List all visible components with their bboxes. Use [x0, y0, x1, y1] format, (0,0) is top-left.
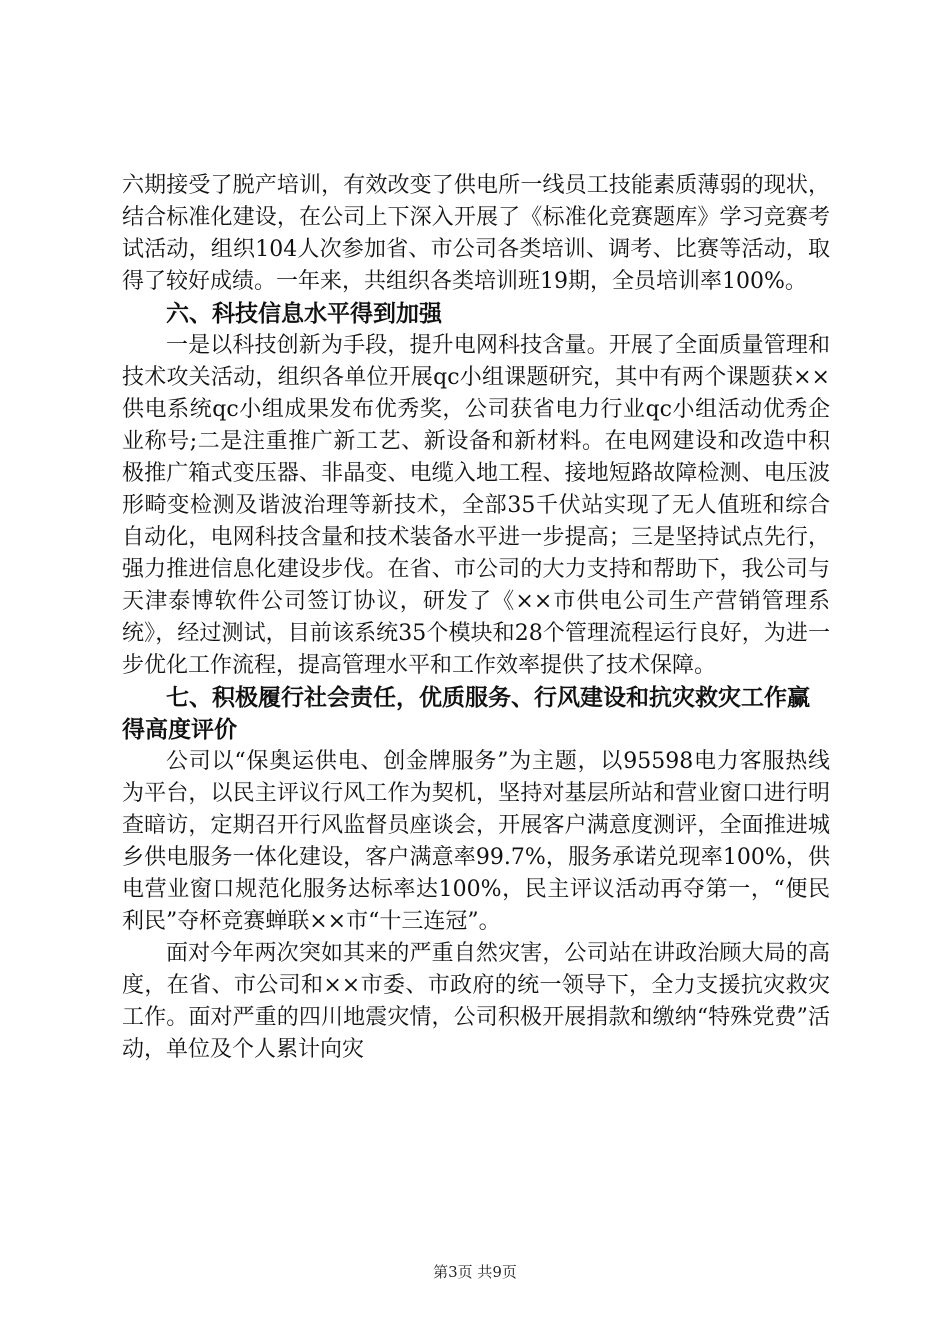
- paragraph-technology: 一是以科技创新为手段，提升电网科技含量。开展了全面质量管理和技术攻关活动，组织各单位开展qc小组课题研究，其中有两个课题获××供电系统qc小组成果发布优秀奖，公司获省电力行业qc小组活动优秀企业称号;二是注重推广新工艺、新设备和新材料。在电网建设和改造中积极推广箱式变压器、非晶变、电缆入地工程、接地短路故障检测、电压波形畸变检测及谐波治理等新技术，全部35千伏站实现了无人值班和综合自动化，电网科技含量和技术装备水平进一步提高；三是坚持试点先行，强力推进信息化建设步伐。在省、市公司的大力支持和帮助下，我公司与天津泰博软件公司签订协议，研发了《××市供电公司生产营销管理系统》，经过测试，目前该系统35个模块和28个管理流程运行良好，为进一步优化工作流程，提高管理水平和工作效率提供了技术保障。: [122, 333, 830, 678]
- section-heading-technology: 六、科技信息水平得到加强: [166, 301, 442, 327]
- paragraph-training: 六期接受了脱产培训，有效改变了供电所一线员工技能素质薄弱的现状，结合标准化建设，在公司上下深入开展了《标准化竞赛题库》学习竞赛考试活动，组织104人次参加省、市公司各类培训、调考、比赛等活动，取得了较好成绩。一年来，共组织各类培训班19期，全员培训率100%。: [122, 173, 830, 294]
- section-heading-social-responsibility: 七、积极履行社会责任，优质服务、行风建设和抗灾救灾工作赢得高度评价: [122, 685, 810, 743]
- paragraph-service: 公司以“保奥运供电、创金牌服务”为主题，以95598电力客服热线为平台，以民主评议行风工作为契机，坚持对基层所站和营业窗口进行明查暗访，定期召开行风监督员座谈会，开展客户满意度测评，全面推进城乡供电服务一体化建设，客户满意率99.7%，服务承诺兑现率100%，供电营业窗口规范化服务达标率达100%，民主评议活动再夺第一，“便民利民”夺杯竞赛蝉联××市“十三连冠”。: [122, 749, 830, 934]
- paragraph-disaster-relief: 面对今年两次突如其来的严重自然灾害，公司站在讲政治顾大局的高度，在省、市公司和××市委、市政府的统一领导下，全力支援抗灾救灾工作。面对严重的四川地震灾情，公司积极开展捐款和缴纳“特殊党费”活动，单位及个人累计向灾: [122, 941, 830, 1062]
- document-body: [122, 170, 830, 1066]
- page-footer: 第3页 共9页: [433, 1263, 517, 1281]
